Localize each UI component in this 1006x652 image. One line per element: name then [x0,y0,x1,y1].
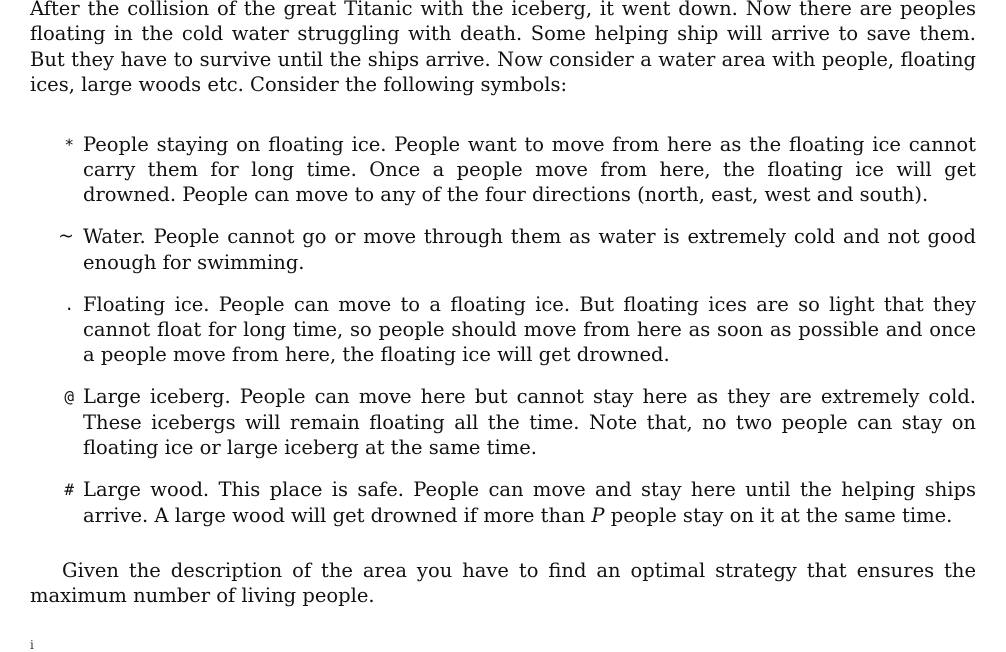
at-symbol: @ [64,387,74,407]
intro-paragraph: After the collision of the great Titanic with the iceberg, it went down. Now there are peoples floating in the cold water struggling with death. Some helping ship will arrive to save them. But they have to survive until the ships arrive. Now consider a water area with people, floating ices, large woods etc. Consider the following symbols: [30,0,976,97]
description-part: Large wood. This place is safe. People can move and stay here until the helping ships arrive. A large wood will get drowned if more than [83,478,976,527]
asterisk-symbol: * [64,134,74,154]
symbol-description: Floating ice. People can move to a floating ice. But floating ices are so light that they cannot float for long time, so people should move from here as soon as possible and once a people move from here, the floating ice will get drowned. [83,292,976,367]
symbol-item-floating-ice [30,292,976,368]
symbol-list [30,132,976,528]
description-part: people stay on it at the same time. [604,503,953,527]
tilde-symbol: ~ [58,225,74,248]
hash-symbol: # [64,480,74,500]
symbol-item-water [30,224,976,275]
conclusion-paragraph: Given the description of the area you have to find an optimal strategy that ensures the maximum number of living people. [30,558,976,608]
symbol-item-people [30,132,976,208]
dot-symbol: . [64,294,74,314]
symbol-item-iceberg [30,384,976,460]
symbol-item-wood [30,477,976,528]
symbol-description [83,478,976,526]
problem-statement [30,0,976,609]
variable-p: P [591,503,605,527]
symbol-description: Large iceberg. People can move here but cannot stay here as they are extremely cold. These icebergs will remain floating all the time. Note that, no two people can stay on floating ice or large iceberg at the same time. [83,385,976,460]
symbol-description: Water. People cannot go or move through them as water is extremely cold and not good enough for swimming. [83,225,976,274]
cutoff-text: i [30,638,34,652]
symbol-description: People staying on floating ice. People want to move from here as the floating ice cannot carry them for long time. Once a people move from here, the floating ice will get drowned. People can move to any of the four directions (north, east, west and south). [83,132,976,207]
